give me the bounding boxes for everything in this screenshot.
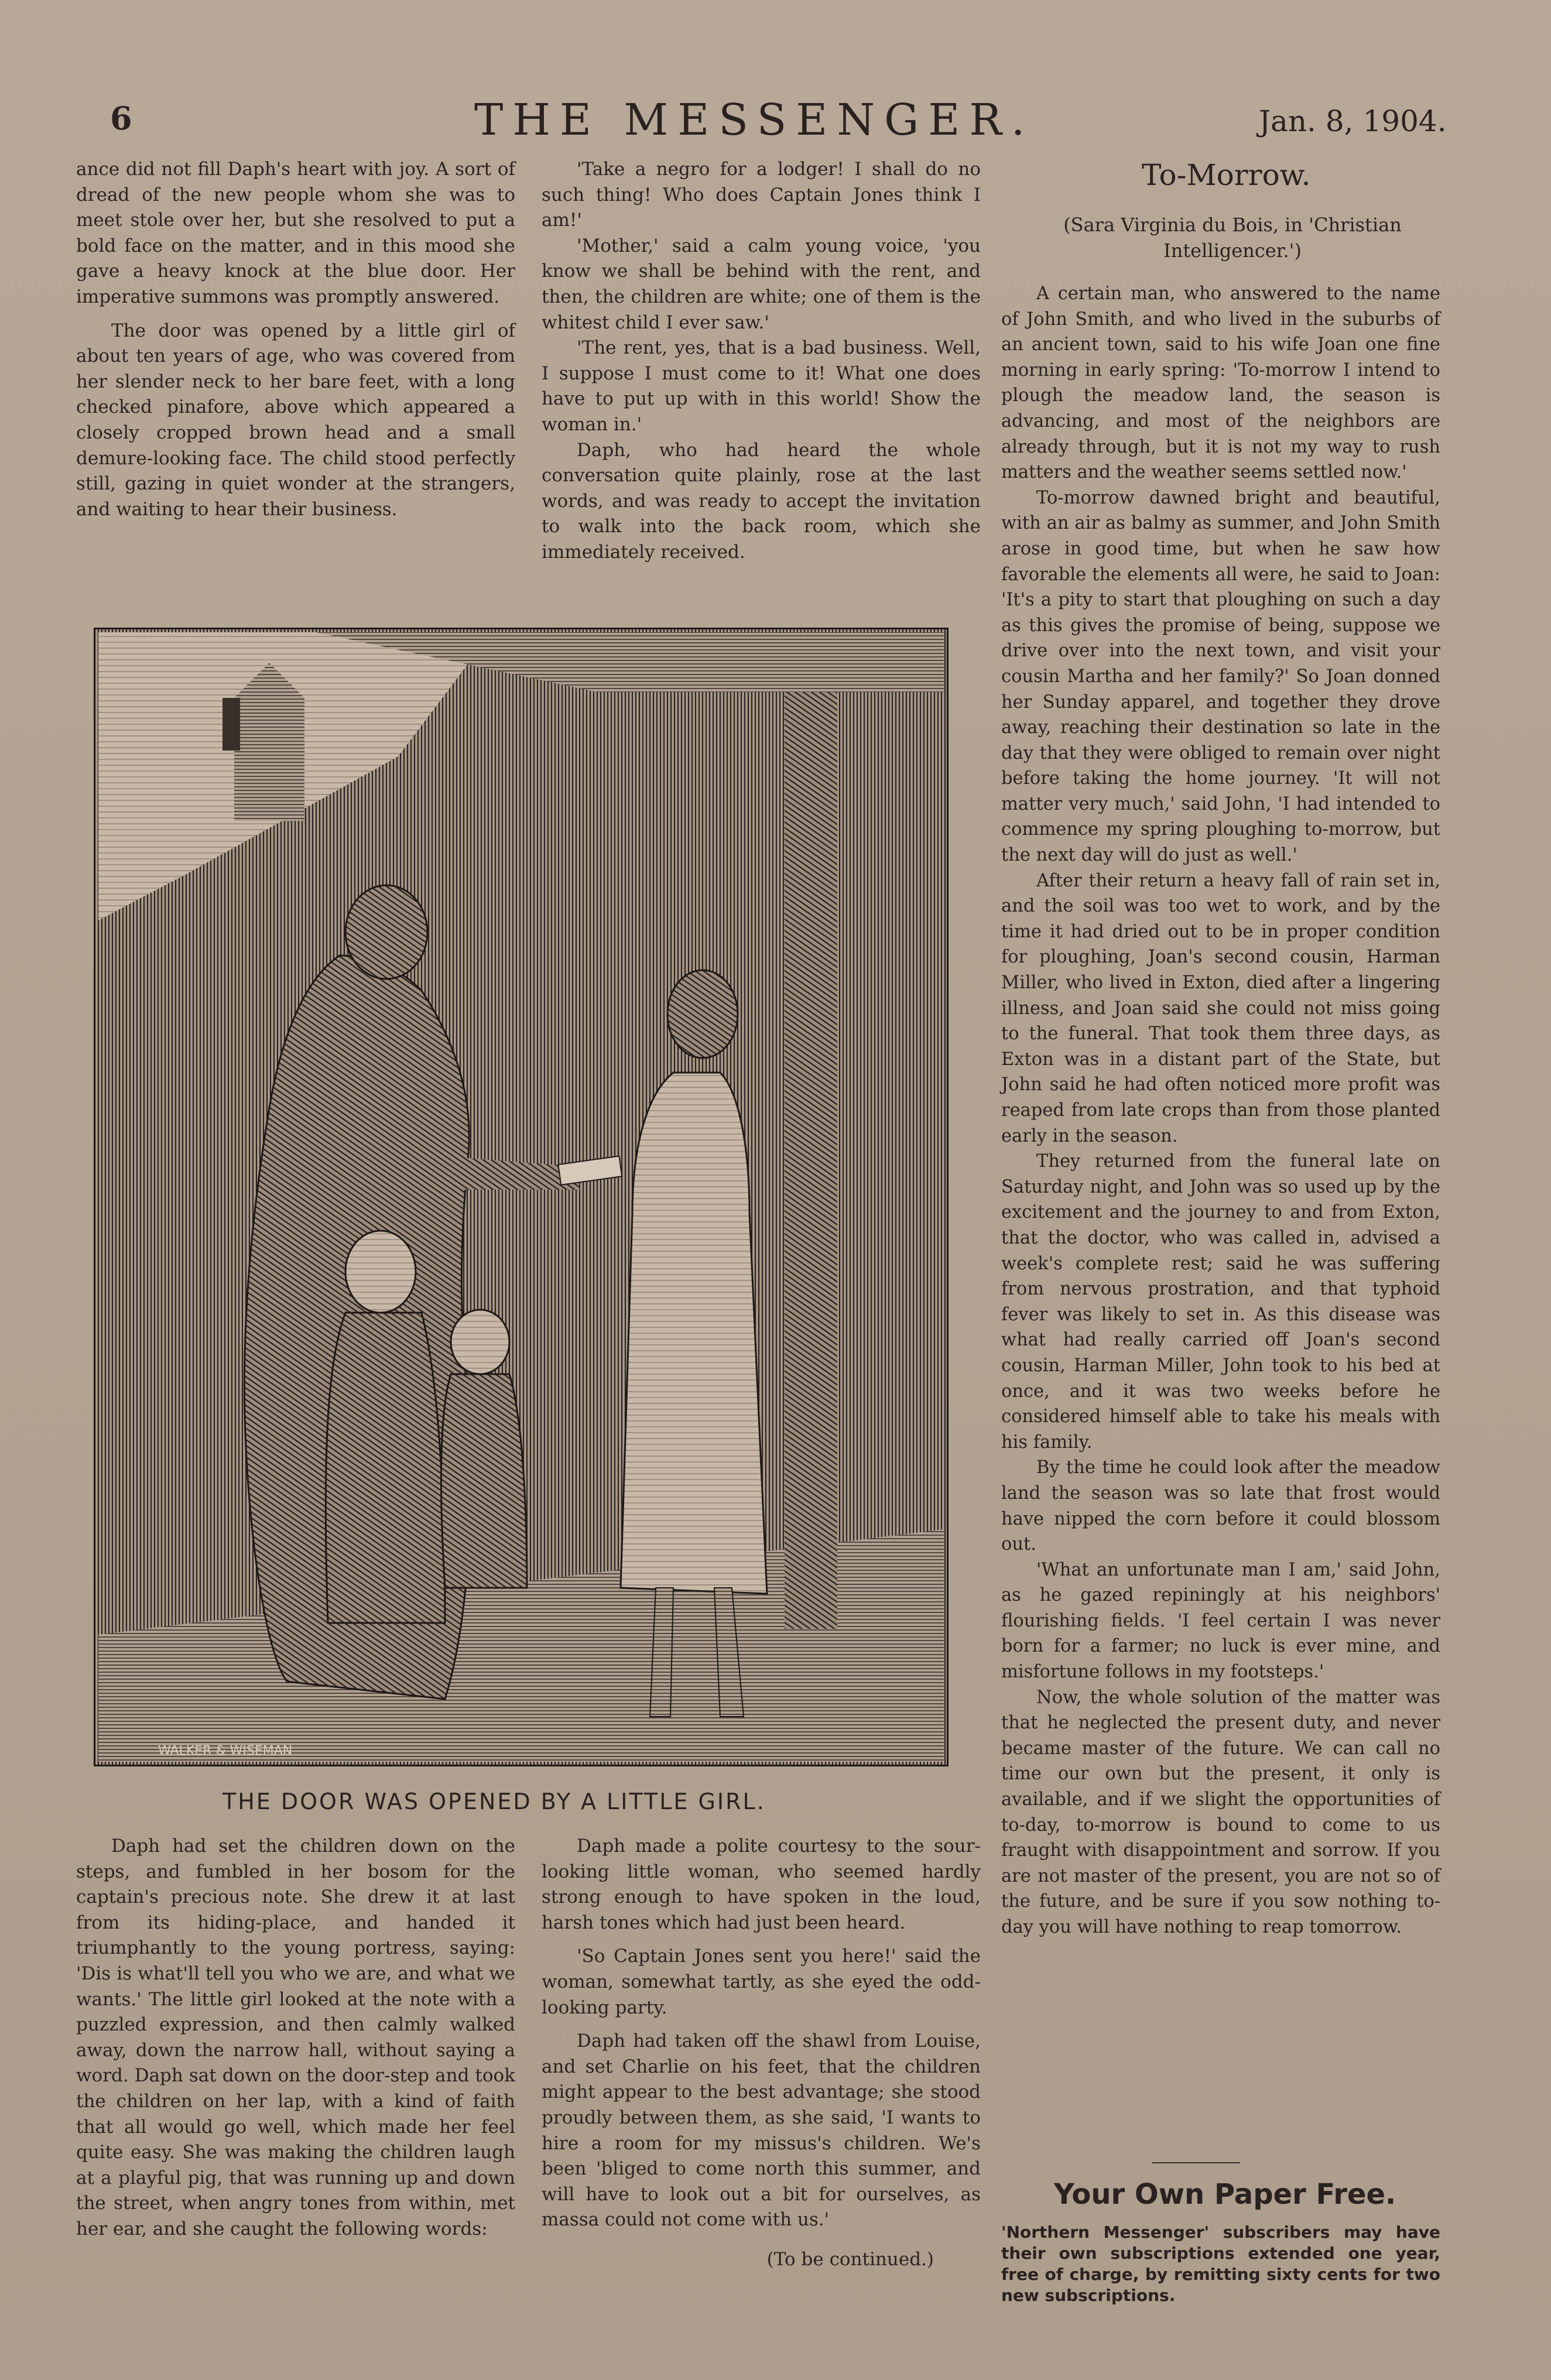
engraving-illustration	[94, 628, 949, 1766]
paragraph: 'What an unfortunate man I am,' said John, as he gazed repiningly at his neighbors' flourishing fields. 'I feel certain I was never born for a farmer; no luck is ever mine, and misfortune follows in my footsteps.'	[1001, 1559, 1440, 1683]
paragraph: The door was opened by a little girl of about ten years of age, who was covered from her slender neck to her bare feet, with a long checked pinafore, above which appeared a closely cropped brown head and a small demure-looking face. The child stood perfectly still, gazing in quiet wonder at the strangers, and waiting to hear their business.	[76, 320, 515, 520]
paragraph: Daph made a polite courtesy to the sour-looking little woman, who seemed hardly strong enough to have spoken in the loud, harsh tones which had just been heard.	[542, 1835, 981, 1933]
article-title: To-Morrow.	[1142, 158, 1311, 192]
paragraph: After their return a heavy fall of rain set in, and the soil was too wet to work, and by the time it had dried out to be in proper condition for ploughing, Joan's second cousin, Harman Miller, who lived in Exton, died after a lingering illness, and Joan said she could not miss going to the funeral. That took them three days, as Exton was in a distant part of the State, but John said he had often noticed more profit was reaped from late crops than from those planted early in the season.	[1001, 870, 1440, 1146]
column-1-top	[76, 157, 515, 522]
paragraph: 'So Captain Jones sent you here!' said the woman, somewhat tartly, as she eyed the odd-looking party.	[542, 1946, 981, 2018]
paragraph: Daph had taken off the shawl from Louise, and set Charlie on his feet, that the children might appear to the best advantage; she stood proudly between them, as she said, 'I wants to hire a room for my missus's children. We's been 'bliged to come north this summer, and will have to look out a bit for ourselves, as massa could not come with us.'	[542, 2030, 981, 2231]
article-byline: (Sara Virginia du Bois, in 'Christian Intelligencer.')	[1063, 214, 1402, 262]
masthead: THE MESSENGER.	[474, 95, 1035, 145]
illustration-caption: THE DOOR WAS OPENED BY A LITTLE GIRL.	[222, 1789, 766, 1814]
column-2-bottom	[542, 1834, 981, 2273]
paragraph: Daph had set the children down on the steps, and fumbled in her bosom for the captain's precious note. She drew it at last from its hiding-place, and handed it triumphantly to the young portress, saying: 'Dis is what'll tell you who we are, and what we wants.' The little girl looked at the note with a puzzled expression, and then calmly walked away, down the narrow hall, without saying a word. Daph sat down on the door-step and took the children on her lap, with a kind of faith that all would go well, which made her feel quite easy. She was making the children laugh at a playful pig, that was running up and down the street, when angry tones from within, met her ear, and she caught the following words:	[76, 1835, 515, 2239]
paragraph: 'Take a negro for a lodger! I shall do no such thing! Who does Captain Jones think I am!'	[542, 159, 981, 231]
paragraph: By the time he could look after the meadow land the season was so late that frost would have nipped the corn before it could blossom out.	[1001, 1457, 1440, 1555]
paragraph: 'Mother,' said a calm young voice, 'you know we shall be behind with the rent, and then, the children are white; one of them is the whitest child I ever saw.'	[542, 235, 981, 333]
paragraph: ance did not fill Daph's heart with joy. A sort of dread of the new people whom she was to meet stole over her, but she resolved to put a bold face on the matter, and in this mood she gave a heavy knock at the blue door. Her imperative summons was promptly answered.	[76, 159, 515, 307]
engraver-signature: WALKER & WISEMAN	[158, 1744, 293, 1758]
paragraph: Now, the whole solution of the matter was that he neglected the present duty, and never became master of the future. We can call no time our own but the present, it only is available, and if we slight the opportunities of to-day, to-morrow is bound to come to us fraught with disappointment and sorrow. If you are not master of the present, you are not so of the future, and be sure if you sow nothing to-day you will have nothing to reap tomorrow.	[1001, 1687, 1440, 1937]
issue-date: Jan. 8, 1904.	[1259, 104, 1447, 138]
promo-text	[1001, 2222, 1440, 2306]
column-2-top	[542, 157, 981, 566]
section-divider	[1152, 2162, 1240, 2163]
paragraph: They returned from the funeral late on Saturday night, and John was so used up by the excitement and the journey to and from Exton, that the doctor, who was called in, advised a week's complete rest; said he was suffering from nervous prostration, and that typhoid fever was likely to set in. As this disease was what had really carried off Joan's second cousin, Harman Miller, John took to his bed at once, and it was two weeks before he considered himself able to take his meals with his family.	[1001, 1151, 1440, 1453]
page-number: 6	[110, 100, 132, 137]
paragraph: 'Northern Messenger' subscribers may have their own subscriptions extended one year, free of charge, by remitting sixty cents for two new subscriptions.	[1001, 2223, 1440, 2305]
column-1-bottom	[76, 1834, 515, 2242]
to-be-continued: (To be continued.)	[766, 2248, 934, 2270]
promo-title: Your Own Paper Free.	[1054, 2178, 1396, 2211]
paragraph: 'The rent, yes, that is a bad business. Well, I suppose I must come to it! What one does have to put up with in this world! Show the woman in.'	[542, 337, 981, 435]
paragraph: Daph, who had heard the whole conversation quite plainly, rose at the last words, and was ready to accept the invitation to walk into the back room, which she immediately received.	[542, 439, 981, 563]
article-body	[1001, 281, 1440, 1940]
paragraph: A certain man, who answered to the name of John Smith, and who lived in the suburbs of an ancient town, said to his wife Joan one fine morning in early spring: 'To-morrow I intend to plough the meadow land, the season is advancing, and most of the neighbors are already through, but it is not my way to rush matters and the weather seems settled now.'	[1001, 283, 1440, 483]
paragraph: To-morrow dawned bright and beautiful, with an air as balmy as summer, and John Smith arose in good time, but when he saw how favorable the elements all were, he said to Joan: 'It's a pity to start that ploughing on such a day as this gives the promise of being, suppose we drive over into the next town, and visit your cousin Martha and her family?' So Joan donned her Sunday apparel, and together they drove away, reaching their destination so late in the day that they were obliged to remain over night before taking the home journey. 'It will not matter very much,' said John, 'I had intended to commence my spring ploughing to-morrow, but the next day will do just as well.'	[1001, 487, 1440, 866]
